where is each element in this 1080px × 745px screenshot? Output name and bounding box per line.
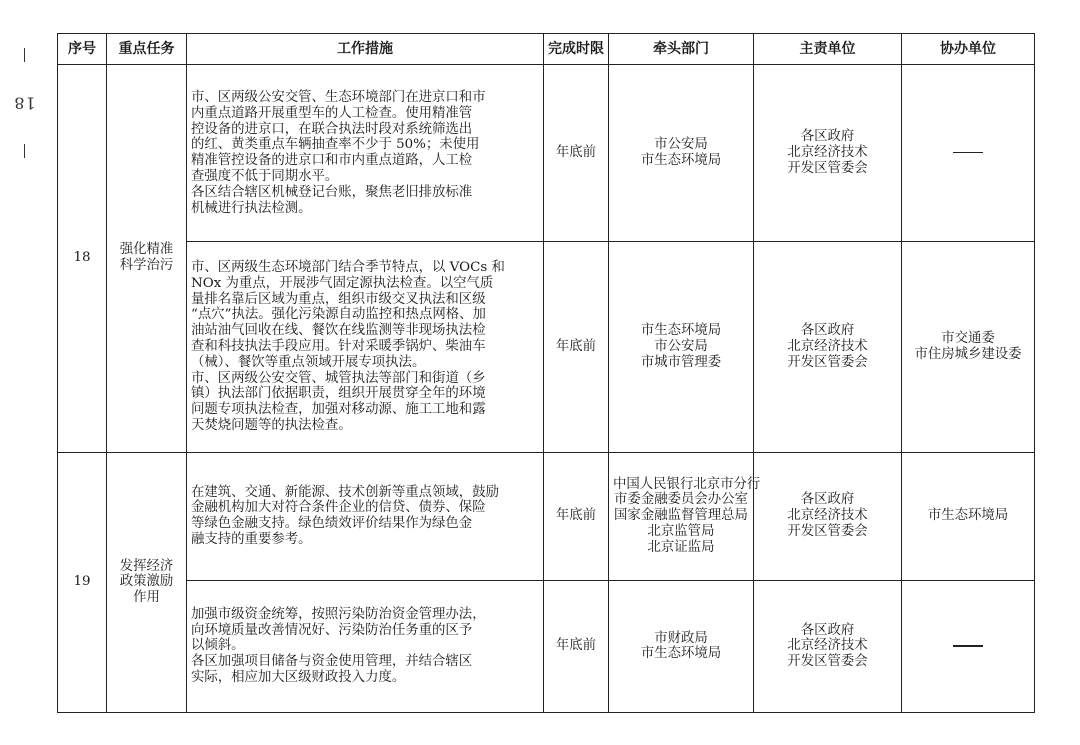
assisting-unit: 市生态环境局 — [927, 508, 1009, 524]
assisting-unit-cell — [902, 242, 1035, 452]
task-table — [57, 33, 1035, 713]
empty-dash — [953, 645, 983, 647]
task-name-line: 作用 — [133, 590, 160, 606]
header-deadline: 完成时限 — [544, 34, 609, 65]
lead-department: 市生态环境局 — [640, 646, 722, 662]
deadline-cell: 年底前 — [544, 65, 609, 242]
responsible-unit: 各区政府 — [800, 323, 855, 339]
measure-line: 实际，相应加大区级财政投入力度。 — [191, 670, 406, 686]
table-row — [58, 65, 1035, 242]
page-number — [6, 48, 42, 158]
measure-paragraph — [191, 260, 539, 371]
page-number-dash-top — [24, 48, 25, 62]
lead-department-cell — [609, 242, 754, 452]
measure-line: 控设备的进京口，在联合执法时段对系统筛选出 — [191, 121, 473, 137]
measure-line: 精准管控设备的进京口和市内重点道路，人工检 — [191, 153, 473, 169]
measure-line: 在建筑、交通、新能源、技术创新等重点领域，鼓励 — [191, 484, 499, 500]
lead-department: 中国人民银行北京市分行 — [613, 476, 761, 492]
measure-paragraph — [191, 607, 539, 654]
table-row — [58, 242, 1035, 452]
lead-department-cell — [609, 452, 761, 580]
measure-line: 市、区两级公安交管、城管执法等部门和街道（乡 — [191, 370, 486, 386]
measure-line: 等绿色金融支持。绿色绩效评价结果作为绿色金 — [191, 516, 473, 532]
lead-department: 市公安局 — [654, 339, 708, 355]
measure-line: 镇）执法部门依据职责，组织开展贯穿全年的环境 — [191, 386, 486, 402]
header-assist: 协办单位 — [902, 34, 1035, 65]
measure-line: 查强度不低于同期水平。 — [191, 168, 339, 184]
header-task: 重点任务 — [107, 34, 187, 65]
assisting-unit: 市住房城乡建设委 — [914, 346, 1022, 362]
measure-line: （械）、餐饮等重点领域开展专项执法。 — [191, 354, 426, 370]
responsible-unit: 开发区管委会 — [787, 654, 868, 670]
measure-line: 天焚烧问题等的执法检查。 — [191, 418, 352, 434]
lead-department: 北京监管局 — [647, 524, 715, 540]
measures-cell — [187, 452, 544, 580]
measure-line: 内重点道路开展重型车的人工检查。使用精准管 — [191, 105, 473, 121]
assisting-unit-cell — [902, 65, 1035, 242]
measure-paragraph — [191, 90, 539, 185]
task-number: 19 — [58, 452, 107, 712]
measure-line: 市、区两级公安交管、生态环境部门在进京口和市 — [191, 89, 486, 105]
deadline-cell: 年底前 — [544, 580, 609, 712]
measure-line: “点穴”执法。强化污染源自动监控和热点网格、加 — [191, 307, 486, 323]
measure-line: 以倾斜。 — [191, 638, 245, 654]
measure-line: 机械进行执法检测。 — [191, 200, 312, 216]
responsible-unit-cell — [754, 452, 902, 580]
page-number-value: 18 — [12, 93, 36, 113]
responsible-unit-cell — [754, 65, 902, 242]
measure-line: 查和科技执法手段应用。针对采暖季锅炉、柴油车 — [191, 339, 486, 355]
responsible-unit: 北京经济技术 — [787, 339, 868, 355]
measure-line: 各区加强项目储备与资金使用管理，并结合辖区 — [191, 654, 473, 670]
assisting-unit-cell — [902, 452, 1035, 580]
measure-line: 金融机构加大对符合条件企业的信贷、债券、保险 — [191, 500, 486, 516]
deadline-cell: 年底前 — [544, 452, 609, 580]
header-measures: 工作措施 — [187, 34, 544, 65]
lead-department: 市城市管理委 — [640, 354, 722, 370]
measure-line: 问题专项执法检查，加强对移动源、施工工地和露 — [191, 402, 486, 418]
measure-paragraph — [191, 371, 539, 434]
deadline-cell: 年底前 — [544, 242, 609, 452]
lead-department-cell — [609, 65, 754, 242]
measures-cell — [187, 65, 544, 242]
assisting-unit-cell — [902, 580, 1035, 712]
measure-line: 向环境质量改善情况好、污染防治任务重的区予 — [191, 622, 473, 638]
responsible-unit: 北京经济技术 — [787, 145, 868, 161]
measure-line: 融支持的重要参考。 — [191, 531, 312, 547]
measures-cell — [187, 580, 544, 712]
measure-line: NOx 为重点，开展涉气固定源执法检查。以空气质 — [191, 275, 494, 291]
lead-department: 市生态环境局 — [640, 153, 722, 169]
lead-department: 市生态环境局 — [640, 323, 722, 339]
page-number-dash-bottom — [24, 144, 25, 158]
header-responsible: 主责单位 — [754, 34, 902, 65]
measure-paragraph — [191, 485, 539, 548]
header-row — [58, 34, 1035, 65]
responsible-unit: 开发区管委会 — [787, 161, 868, 177]
responsible-unit: 各区政府 — [800, 129, 855, 145]
task-name-line: 强化精准 — [119, 242, 174, 258]
responsible-unit-cell — [754, 242, 902, 452]
responsible-unit: 各区政府 — [800, 622, 855, 638]
measure-line: 各区结合辖区机械登记台账，聚焦老旧排放标准 — [191, 184, 473, 200]
task-name-line: 政策激励 — [119, 574, 174, 590]
header-lead: 牵头部门 — [609, 34, 754, 65]
lead-department: 市公安局 — [654, 137, 708, 153]
table-row — [58, 452, 1035, 580]
measure-line: 市、区两级生态环境部门结合季节特点，以 VOCs 和 — [191, 259, 505, 275]
measure-line: 的红、黄类重点车辆抽查率不少于 50%；未使用 — [191, 137, 480, 153]
task-name — [107, 65, 187, 453]
lead-department: 市委金融委员会办公室 — [614, 492, 748, 508]
measure-paragraph — [191, 185, 539, 217]
measure-line: 加强市级资金统筹，按照污染防治资金管理办法， — [191, 606, 486, 622]
task-name-line: 发挥经济 — [119, 558, 174, 574]
responsible-unit: 北京经济技术 — [787, 508, 868, 524]
table-row — [58, 580, 1035, 712]
assisting-unit: 市交通委 — [941, 331, 995, 347]
measure-line: 量排名靠后区域为重点，组织市级交叉执法和区级 — [191, 291, 486, 307]
lead-department-cell — [609, 580, 754, 712]
lead-department: 北京证监局 — [647, 539, 715, 555]
task-name-line: 科学治污 — [119, 258, 174, 274]
lead-department: 市财政局 — [654, 630, 708, 646]
empty-dash — [953, 152, 983, 154]
responsible-unit: 北京经济技术 — [787, 638, 868, 654]
lead-department: 国家金融监督管理总局 — [614, 508, 748, 524]
responsible-unit-cell — [754, 580, 902, 712]
responsible-unit: 开发区管委会 — [787, 524, 868, 540]
responsible-unit: 开发区管委会 — [787, 354, 868, 370]
measure-paragraph — [191, 654, 539, 686]
task-number: 18 — [58, 65, 107, 453]
measures-cell — [187, 242, 544, 452]
responsible-unit: 各区政府 — [800, 492, 855, 508]
measure-line: 油站油气回收在线、餐饮在线监测等非现场执法检 — [191, 323, 486, 339]
task-name — [107, 452, 187, 712]
header-seq: 序号 — [58, 34, 107, 65]
